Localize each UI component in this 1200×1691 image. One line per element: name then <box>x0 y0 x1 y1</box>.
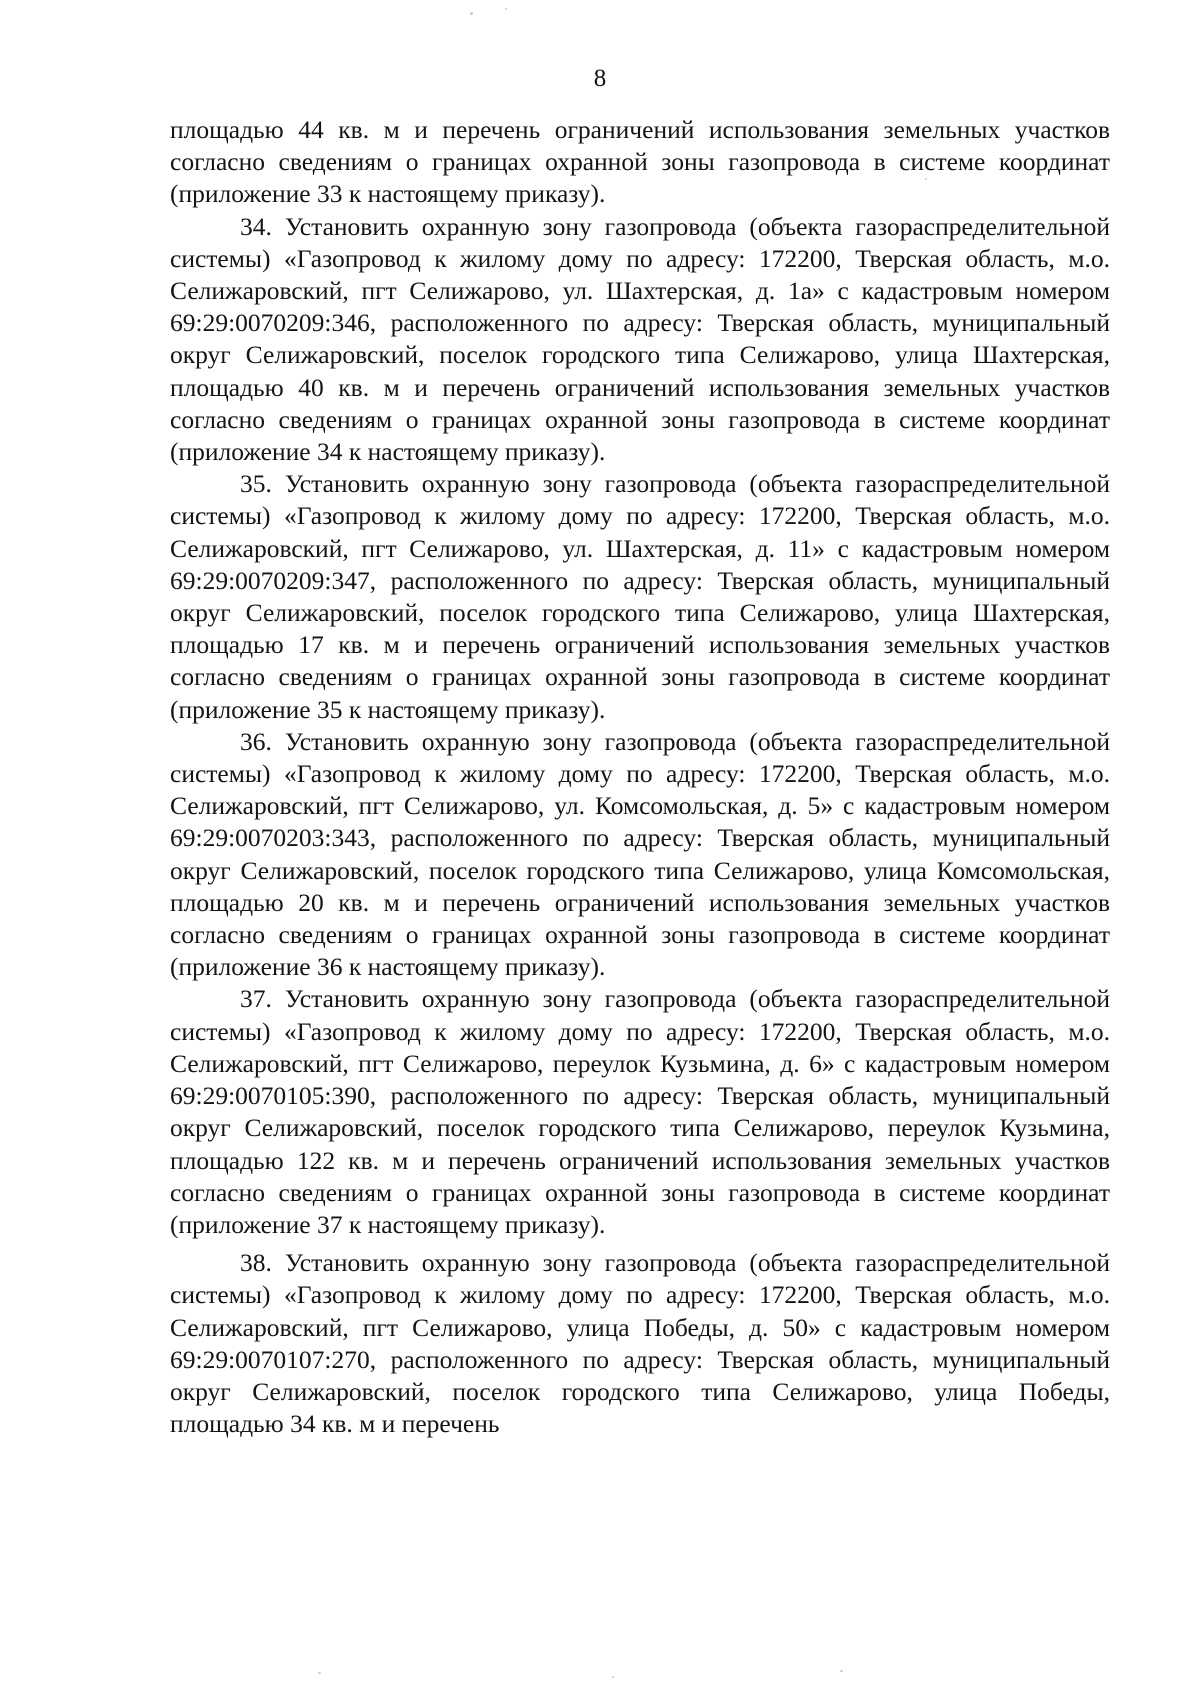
scan-speck <box>612 1676 614 1678</box>
paragraph-item-36: 36. Установить охранную зону газопровода (объекта газораспределительной системы) «Газопровод к жилому дому по адресу: 172200, Тверская область, м.о. Селижаровский, пгт Селижарово, ул. Комсомольская, д. 5» с кадастровым номером 69:29:0070203:343, расположенного по адресу: Тверская область, муниципальный округ Селижаровский, поселок городского типа Селижарово, улица Комсомольская, площадью 20 кв. м и перечень ограничений использования земельных участков согласно сведениям о границах охранной зоны газопровода в системе координат (приложение 36 к настоящему приказу). <box>170 726 1110 982</box>
scan-speck <box>505 8 507 10</box>
document-body <box>170 114 1110 1440</box>
scan-speck <box>318 1672 321 1674</box>
scan-speck <box>840 1670 843 1672</box>
paragraph-item-37: 37. Установить охранную зону газопровода (объекта газораспределительной системы) «Газопровод к жилому дому по адресу: 172200, Тверская область, м.о. Селижаровский, пгт Селижарово, переулок Кузьмина, д. 6» с кадастровым номером 69:29:0070105:390, расположенного по адресу: Тверская область, муниципальный округ Селижаровский, поселок городского типа Селижарово, переулок Кузьмина, площадью 122 кв. м и перечень ограничений использования земельных участков согласно сведениям о границах охранной зоны газопровода в системе координат (приложение 37 к настоящему приказу). <box>170 984 1110 1239</box>
scan-speck <box>925 178 927 180</box>
page-number: 8 <box>593 65 607 92</box>
paragraph-item-38: 38. Установить охранную зону газопровода (объекта газораспределительной системы) «Газопровод к жилому дому по адресу: 172200, Тверская область, м.о. Селижаровский, пгт Селижарово, улица Победы, д. 50» с кадастровым номером 69:29:0070107:270, расположенного по адресу: Тверская область, муниципальный округ Селижаровский, поселок городского типа Селижарово, улица Победы, площадью 34 кв. м и перечень <box>170 1248 1110 1439</box>
paragraph-continuation: площадью 44 кв. м и перечень ограничений использования земельных участков согласно сведениям о границах охранной зоны газопровода в системе координат (приложение 33 к настоящему приказу). <box>170 115 1110 209</box>
paragraph-item-35: 35. Установить охранную зону газопровода (объекта газораспределительной системы) «Газопровод к жилому дому по адресу: 172200, Тверская область, м.о. Селижаровский, пгт Селижарово, ул. Шахтерская, д. 11» с кадастровым номером 69:29:0070209:347, расположенного по адресу: Тверская область, муниципальный округ Селижаровский, поселок городского типа Селижарово, улица Шахтерская, площадью 17 кв. м и перечень ограничений использования земельных участков согласно сведениям о границах охранной зоны газопровода в системе координат (приложение 35 к настоящему приказу). <box>170 469 1110 724</box>
paragraph-item-34: 34. Установить охранную зону газопровода (объекта газораспределительной системы) «Газопровод к жилому дому по адресу: 172200, Тверская область, м.о. Селижаровский, пгт Селижарово, ул. Шахтерская, д. 1а» с кадастровым номером 69:29:0070209:346, расположенного по адресу: Тверская область, муниципальный округ Селижаровский, поселок городского типа Селижарово, улица Шахтерская, площадью 40 кв. м и перечень ограничений использования земельных участков согласно сведениям о границах охранной зоны газопровода в системе координат (приложение 34 к настоящему приказу). <box>170 211 1110 467</box>
scan-speck <box>470 12 473 15</box>
